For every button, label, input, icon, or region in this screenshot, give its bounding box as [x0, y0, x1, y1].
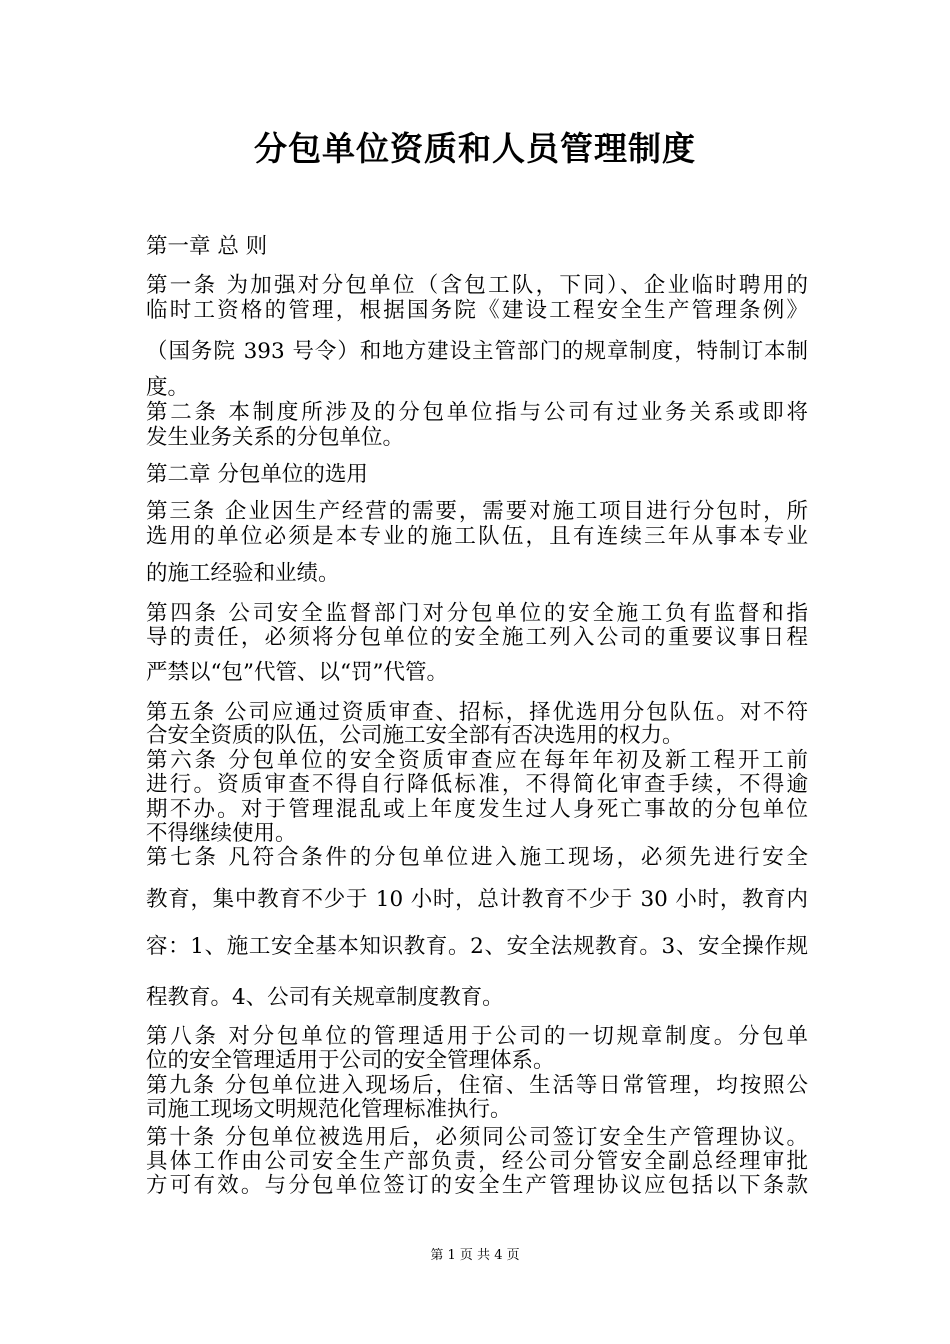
text-line: 临时工资格的管理，根据国务院《建设工程安全生产管理条例》	[146, 298, 808, 323]
text-line: 第八条 对分包单位的管理适用于公司的一切规章制度。分包单	[146, 1024, 808, 1049]
text-line: 第三条 企业因生产经营的需要，需要对施工项目进行分包时，所	[146, 499, 808, 524]
text-line: 第七条 凡符合条件的分包单位进入施工现场，必须先进行安全	[146, 845, 808, 870]
text-line: 导的责任，必须将分包单位的安全施工列入公司的重要议事日程	[146, 625, 808, 650]
text-line: 第六条 分包单位的安全资质审查应在每年年初及新工程开工前	[146, 748, 808, 773]
page-number-footer: 第 1 页 共 4 页	[430, 1248, 520, 1263]
text-line: 程教育。4、公司有关规章制度教育。	[146, 985, 504, 1010]
text-line: 第一条 为加强对分包单位（含包工队，下同）、企业临时聘用的	[146, 273, 808, 298]
text-line: 严禁以“包”代管、以“罚”代管。	[146, 660, 448, 685]
text-line: 进行。资质审查不得自行降低标准，不得简化审查手续，不得逾	[146, 772, 808, 797]
text-line: 不得继续使用。	[146, 821, 297, 846]
text-line: 第五条 公司应通过资质审查、招标，择优选用分包队伍。对不符	[146, 700, 808, 725]
text-line: 教育，集中教育不少于 10 小时，总计教育不少于 30 小时，教育内	[146, 887, 808, 912]
text-line: 方可有效。与分包单位签订的安全生产管理协议应包括以下条款	[146, 1173, 808, 1198]
document-title: 分包单位资质和人员管理制度	[254, 129, 696, 168]
text-line: 选用的单位必须是本专业的施工队伍，且有连续三年从事本专业	[146, 524, 808, 549]
text-line: 合安全资质的队伍，公司施工安全部有否决选用的权力。	[146, 723, 684, 748]
text-line: （国务院 393 号令）和地方建设主管部门的规章制度，特制订本制	[146, 339, 808, 364]
text-line: 容：1、施工安全基本知识教育。2、安全法规教育。3、安全操作规	[146, 934, 808, 959]
text-line: 司施工现场文明规范化管理标准执行。	[146, 1097, 512, 1122]
text-line: 发生业务关系的分包单位。	[146, 425, 405, 450]
chapter-heading: 第一章 总 则	[146, 234, 268, 259]
text-line: 期不办。对于管理混乱或上年度发生过人身死亡事故的分包单位	[146, 797, 808, 822]
text-line: 具体工作由公司安全生产部负责，经公司分管安全副总经理审批	[146, 1149, 808, 1174]
text-line: 位的安全管理适用于公司的安全管理体系。	[146, 1048, 555, 1073]
text-line: 第九条 分包单位进入现场后，住宿、生活等日常管理，均按照公	[146, 1073, 808, 1098]
text-line: 第二条 本制度所涉及的分包单位指与公司有过业务关系或即将	[146, 400, 808, 425]
text-line: 第四条 公司安全监督部门对分包单位的安全施工负有监督和指	[146, 601, 808, 626]
text-line: 第十条 分包单位被选用后，必须同公司签订安全生产管理协议。	[146, 1125, 808, 1150]
text-line: 度。	[146, 375, 190, 400]
text-line: 的施工经验和业绩。	[146, 561, 340, 586]
chapter-heading: 第二章 分包单位的选用	[146, 462, 368, 487]
